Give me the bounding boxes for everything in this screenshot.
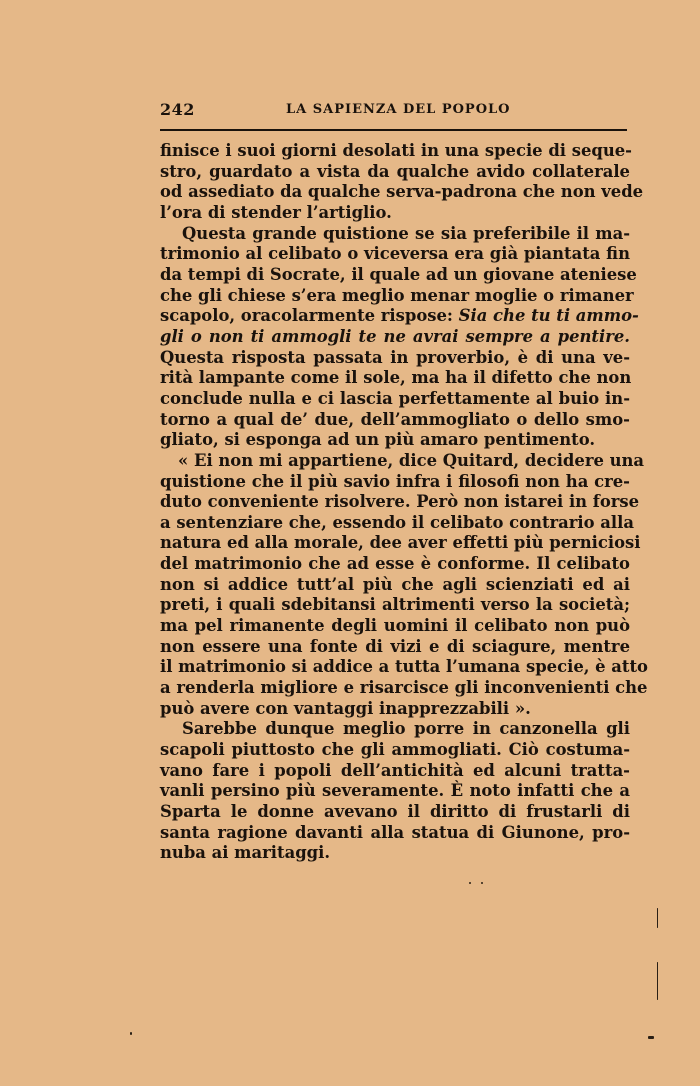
text-line: ma pel rimanente degli uomini il celibato non può [160,616,630,636]
text-line: quistione che il più savio infra i filosofi non ha cre- [160,471,630,491]
text-fragment: scapolo, oracolarmente rispose: [160,306,459,326]
text-line: che gli chiese s’era meglio menar moglie o rimaner [160,285,634,305]
text-line [160,306,639,327]
text-line: non si addice tutt’al più che agli scienziati ed ai [160,574,630,594]
text-line: gliato, si esponga ad un più amaro pentimento. [160,430,596,450]
text-line: Questa risposta passata in proverbio, è di una ve- [160,347,630,367]
body-text [160,141,648,864]
text-line: conclude nulla e ci lascia perfettamente al buio in- [160,388,630,408]
text-line: può avere con vantaggi inapprezzabili ». [160,698,531,718]
text-line: a renderla migliore e risarcisce gli inconvenienti che [160,678,648,698]
text-line: il matrimonio si addice a tutta l’umana specie, è atto [160,657,648,677]
text-line: nuba ai maritaggi. [160,843,331,863]
text-line: Sarebbe dunque meglio porre in canzonella gli [182,719,630,739]
text-line: duto conveniente risolvere. Però non istarei in forse [160,492,640,512]
text-line: a sentenziare che, essendo il celibato contrario alla [160,512,634,532]
text-line: natura ed alla morale, dee aver effetti più perniciosi [160,533,641,553]
text-line: scapoli piuttosto che gli ammogliati. Ciò costuma- [160,740,630,760]
text-line: vano fare i popoli dell’antichità ed alcuni tratta- [160,760,630,780]
scan-speck [657,908,658,928]
scan-speck [657,962,658,1000]
text-line: trimonio al celibato o viceversa era già piantata fin [160,244,630,264]
text-line: finisce i suoi giorni desolati in una specie di seque- [160,141,632,160]
text-line: santa ragione davanti alla statua di Giunone, pro- [160,822,630,842]
header-rule [160,129,627,131]
text-line: da tempi di Socrate, il quale ad un giovane ateniese [160,264,637,284]
scan-speck [481,882,483,884]
text-line: non essere una fonte di vizi e di sciagure, mentre [160,636,630,656]
scan-speck [130,1032,132,1035]
text-line: Questa grande quistione se sia preferibile il ma- [182,223,630,243]
page-number: 242 [160,100,195,119]
italic-quote: Sia che tu ti ammo- [458,306,639,326]
text-line [160,327,630,348]
text-line: vanli persino più severamente. È noto infatti che a [160,781,630,801]
text-line: del matrimonio che ad esse è conforme. Il celibato [160,554,630,574]
text-line: stro, guardato a vista da qualche avido collaterale [160,161,630,181]
scan-speck [648,1036,654,1039]
text-line: « Ei non mi appartiene, dice Quitard, decidere una [178,450,645,470]
text-line: l’ora di stender l’artiglio. [160,202,392,222]
italic-quote: gli o non ti ammogli te ne avrai sempre a pentire. [160,326,630,346]
text-line: torno a qual de’ due, dell’ammogliato o dello smo- [160,409,630,429]
scan-speck [469,882,471,884]
running-title: LA SAPIENZA DEL POPOLO [286,102,511,117]
text-line: rità lampante come il sole, ma ha il difetto che non [160,368,632,388]
text-line: preti, i quali sdebitansi altrimenti verso la società; [160,595,630,615]
text-line: od assediato da qualche serva-padrona che non vede [160,182,644,202]
page-header [160,100,627,122]
text-line: Sparta le donne avevano il diritto di frustarli di [160,802,630,821]
